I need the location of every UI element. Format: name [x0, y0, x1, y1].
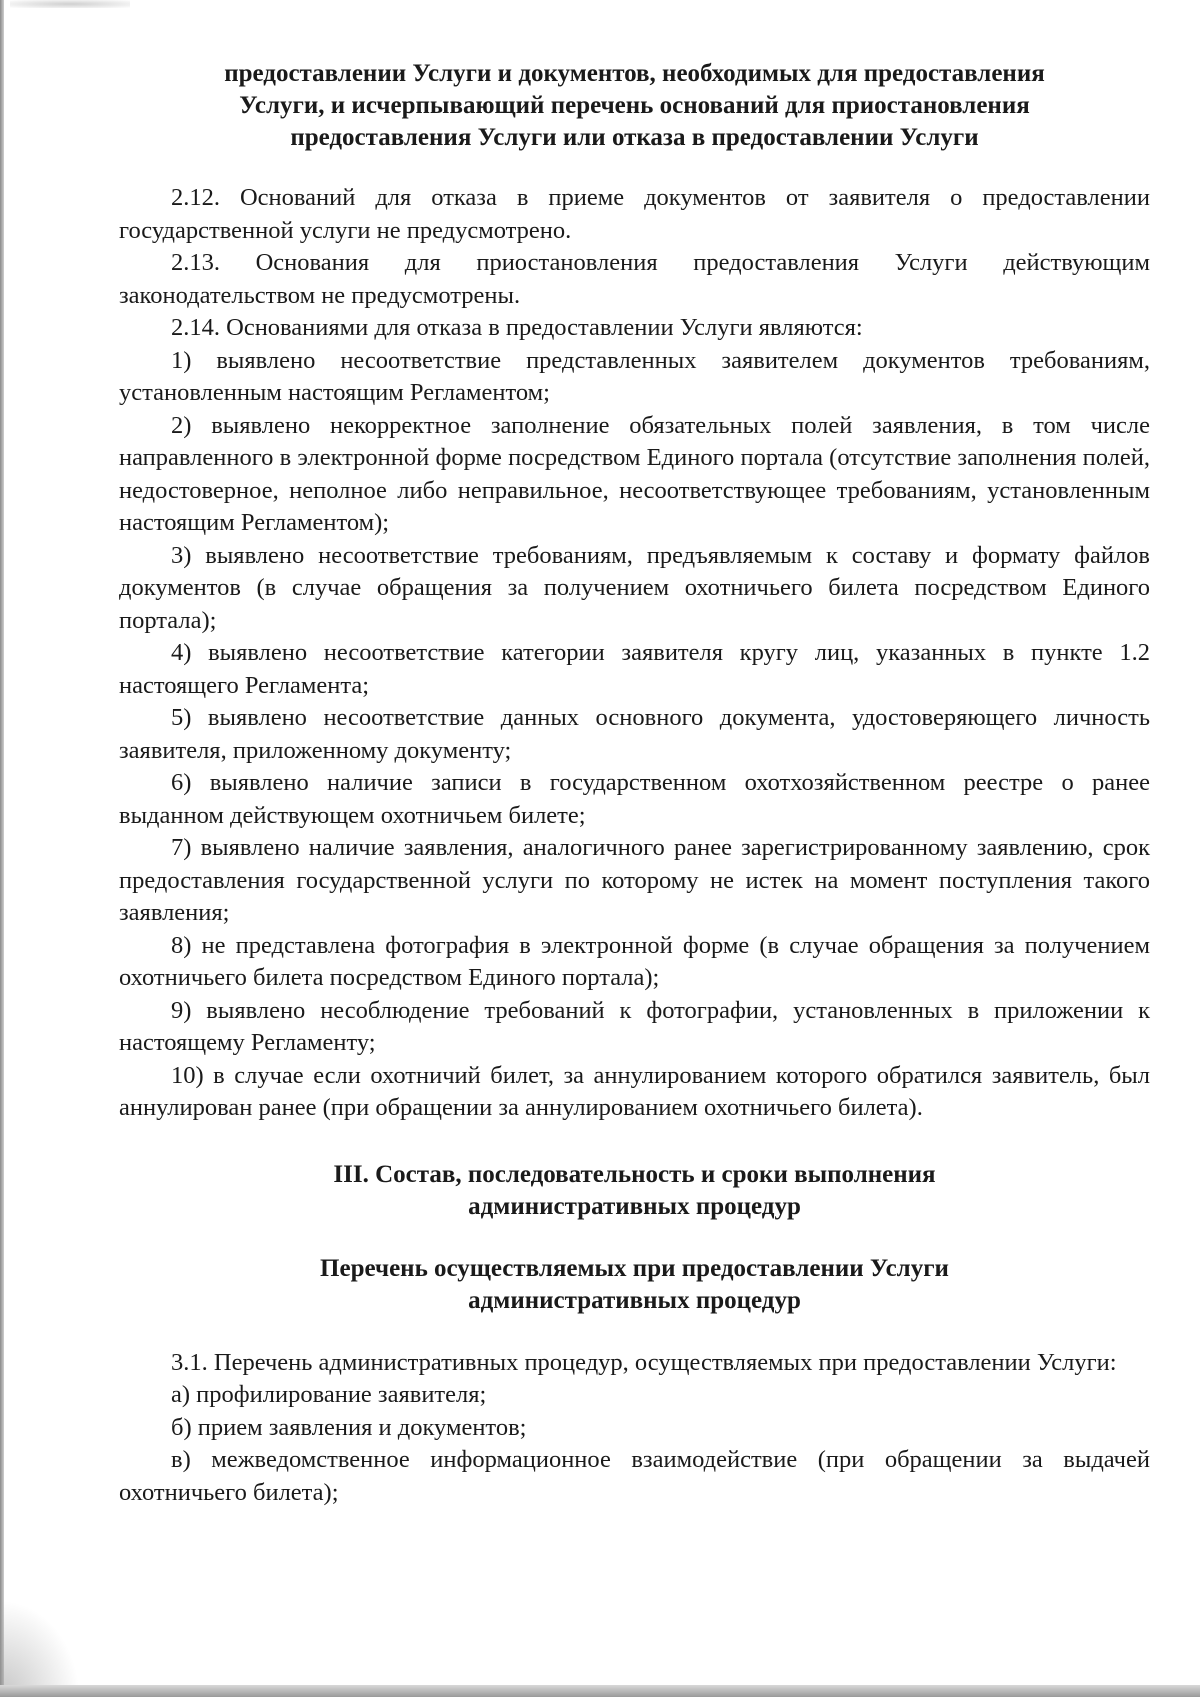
section-heading-3 — [119, 1159, 1150, 1223]
scan-bottom-edge — [0, 1685, 1200, 1697]
scan-corner-smudge — [0, 1600, 80, 1697]
list-item-10: 10) в случае если охотничий билет, за аннулированием которого обратился заявитель, был аннулирован ранее (при обращении за аннулированием охотничьего билета). — [119, 1061, 1150, 1121]
heading-line: административных процедур — [468, 1286, 801, 1314]
spacer — [119, 1317, 1150, 1347]
scan-top-smudge — [10, 0, 130, 8]
paragraph-3-1: 3.1. Перечень административных процедур, осуществляемых при предоставлении Услуги: — [171, 1348, 1117, 1376]
document-content — [119, 58, 1150, 1509]
list-item-2: 2) выявлено некорректное заполнение обязательных полей заявления, в том числе направленного в электронной форме посредством Единого портала (отсутствие заполнения полей, недостоверное, неполное либо неправильное, несоответствующее требованиям, установленным настоящим Регламентом); — [119, 411, 1150, 536]
list-item-6: 6) выявлено наличие записи в государственном охотхозяйственном реестре о ранее выданном действующем охотничьем билете; — [119, 769, 1150, 829]
spacer — [119, 1125, 1150, 1159]
heading-line: административных процедур — [468, 1192, 801, 1220]
heading-line: Услуги, и исчерпывающий перечень оснований для приостановления — [239, 92, 1030, 119]
list-item-v: в) межведомственное информационное взаимодействие (при обращении за выдачей охотничьего билета); — [119, 1446, 1150, 1506]
list-item-1: 1) выявлено несоответствие представленных заявителем документов требованиям, установленным настоящим Регламентом; — [119, 346, 1150, 406]
scan-left-edge — [0, 0, 4, 1697]
spacer — [119, 1223, 1150, 1253]
list-item-5: 5) выявлено несоответствие данных основного документа, удостоверяющего личность заявителя, приложенному документу; — [119, 704, 1150, 764]
heading-line: предоставления Услуги или отказа в предоставлении Услуги — [290, 124, 979, 151]
subsection-heading — [119, 1253, 1150, 1317]
paragraph-2-13: 2.13. Основания для приостановления предоставления Услуги действующим законодательством не предусмотрены. — [119, 249, 1150, 309]
list-item-7: 7) выявлено наличие заявления, аналогичного ранее зарегистрированному заявлению, срок предоставления государственной услуги по которому не истек на момент поступления такого заявления; — [119, 834, 1150, 926]
list-item-b: б) прием заявления и документов; — [171, 1413, 527, 1441]
list-item-8: 8) не представлена фотография в электронной форме (в случае обращения за получением охотничьего билета посредством Единого портала); — [119, 931, 1150, 991]
spacer — [119, 154, 1150, 182]
heading-line: предоставлении Услуги и документов, необходимых для предоставления — [224, 60, 1045, 87]
list-item-9: 9) выявлено несоблюдение требований к фотографии, установленных в приложении к настоящему Регламенту; — [119, 996, 1150, 1056]
heading-line: III. Состав, последовательность и сроки выполнения — [333, 1160, 936, 1188]
paragraph-2-14: 2.14. Основаниями для отказа в предоставлении Услуги являются: — [171, 314, 863, 341]
list-item-3: 3) выявлено несоответствие требованиям, предъявляемым к составу и формату файлов документов (в случае обращения за получением охотничьего билета посредством Единого портала); — [119, 541, 1150, 634]
heading-line: Перечень осуществляемых при предоставлении Услуги — [320, 1254, 949, 1282]
list-item-4: 4) выявлено несоответствие категории заявителя кругу лиц, указанных в пункте 1.2 настоящего Регламента; — [119, 639, 1150, 699]
section-heading-top — [119, 58, 1150, 154]
list-item-a: а) профилирование заявителя; — [171, 1381, 487, 1408]
paragraph-2-12: 2.12. Оснований для отказа в приеме документов от заявителя о предоставлении государственной услуги не предусмотрено. — [119, 184, 1150, 244]
